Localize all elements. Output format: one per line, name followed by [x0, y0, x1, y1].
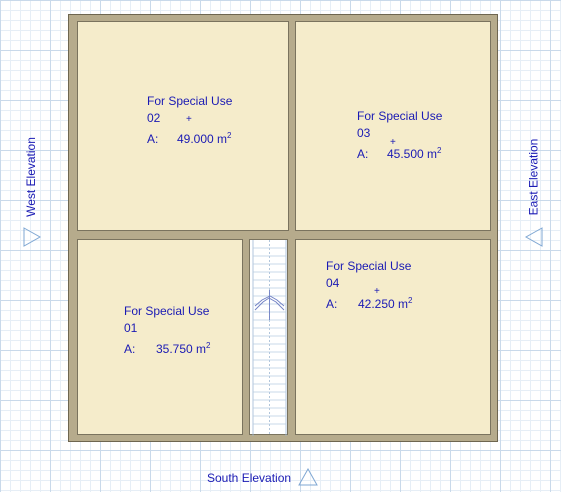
room-04-area-key: A: — [326, 297, 338, 311]
room-02-number: 02 — [147, 111, 161, 125]
room-04-area-value: 42.250 — [358, 297, 395, 311]
room-03-number: 03 — [357, 126, 371, 140]
room-03-name: For Special Use — [357, 109, 443, 123]
room-02-unit-text: m — [217, 132, 228, 146]
room-01-label — [124, 303, 211, 358]
south-elevation-label: South Elevation — [207, 471, 292, 485]
west-elevation-label: West Elevation — [23, 137, 38, 217]
room-02-name: For Special Use — [147, 94, 233, 108]
plus-marker-icon: + — [374, 286, 380, 297]
room-01-area-value: 35.750 — [156, 342, 193, 356]
room-03-area-unit — [427, 142, 441, 163]
elevation-triangle-icon[interactable] — [524, 226, 544, 253]
plus-marker-icon: + — [186, 114, 192, 125]
room-03-area — [357, 142, 442, 163]
room-01-unit-text: m — [196, 342, 207, 356]
room-04-unit-exp: 2 — [408, 296, 413, 305]
room-01-area-key: A: — [124, 342, 136, 356]
room-04-label — [326, 258, 413, 313]
room-03-unit-text: m — [427, 147, 438, 161]
room-01-area — [124, 337, 211, 358]
room-02-area-unit — [217, 127, 231, 148]
room-01-area-unit — [196, 337, 210, 358]
room-01-unit-exp: 2 — [206, 341, 211, 350]
elevation-triangle-icon[interactable] — [297, 467, 319, 492]
room-03-area-key: A: — [357, 147, 369, 161]
room-04-area-unit — [398, 292, 412, 313]
room-02-unit-exp: 2 — [227, 131, 232, 140]
room-02-area-key: A: — [147, 132, 159, 146]
plus-marker-icon: + — [390, 137, 396, 148]
stair-shaft[interactable] — [249, 239, 288, 435]
east-elevation-label: East Elevation — [526, 138, 541, 216]
room-01-name: For Special Use — [124, 304, 210, 318]
room-03-unit-exp: 2 — [437, 146, 442, 155]
room-03-area-value: 45.500 — [387, 147, 424, 161]
room-01-number: 01 — [124, 321, 138, 335]
room-03-label — [357, 108, 442, 163]
room-02-area-value: 49.000 — [177, 132, 214, 146]
stair-run-icon — [250, 240, 289, 436]
room-04-area — [326, 292, 413, 313]
room-04-name: For Special Use — [326, 259, 412, 273]
room-04-unit-text: m — [398, 297, 409, 311]
room-02-area — [147, 127, 232, 148]
elevation-triangle-icon[interactable] — [22, 226, 42, 253]
room-04-number: 04 — [326, 276, 340, 290]
